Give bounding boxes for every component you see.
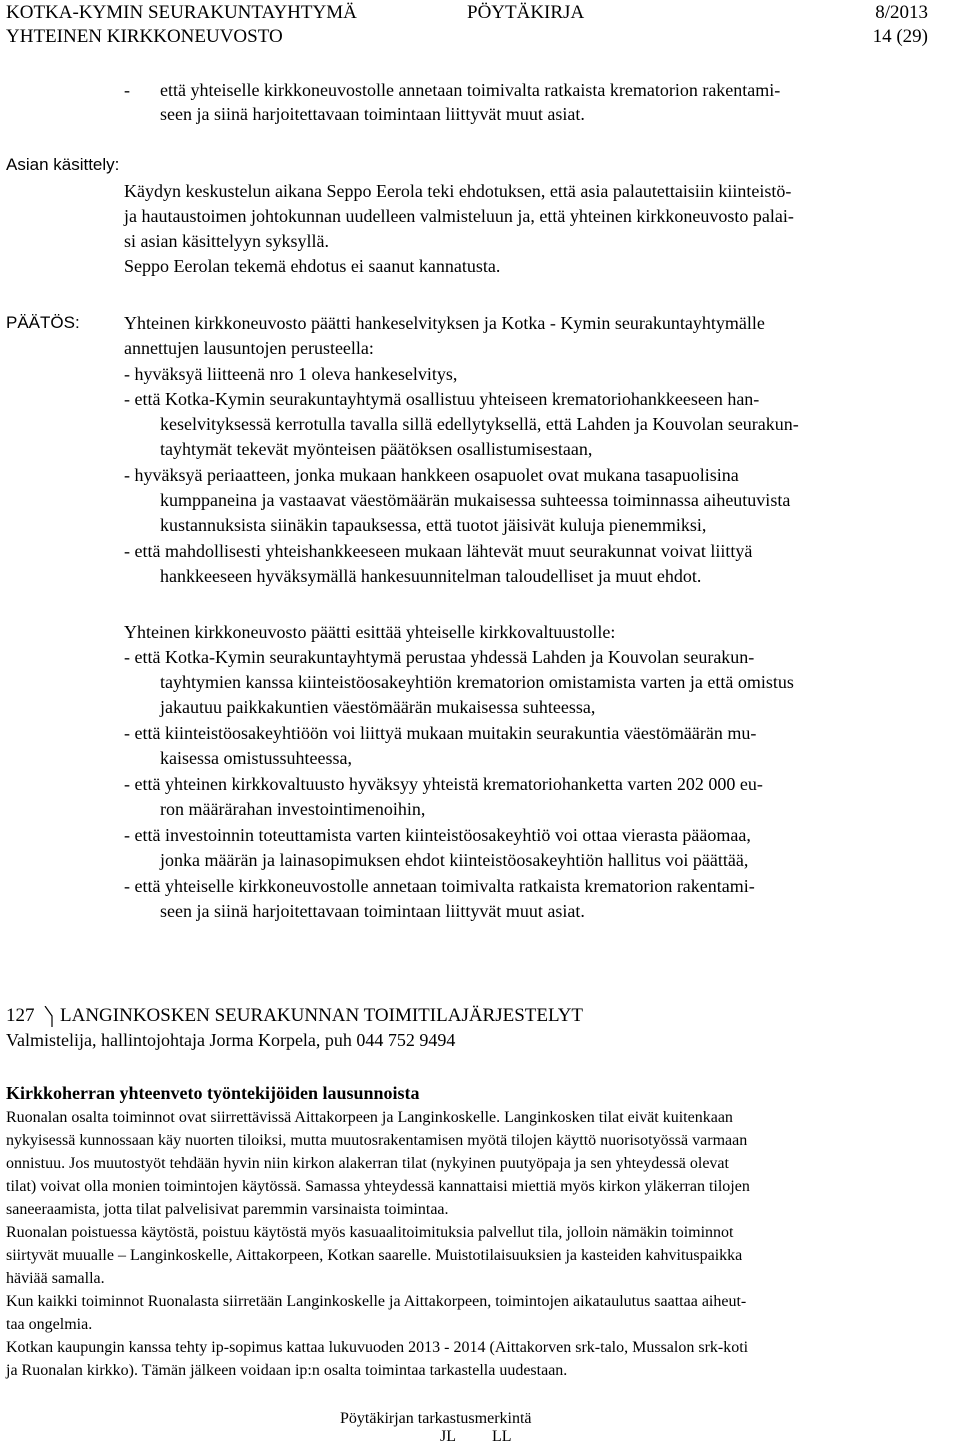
decision-item: - että Kotka-Kymin seurakuntayhtymä perustaa yhdessä Lahden ja Kouvolan seurakun-	[124, 647, 755, 667]
handling-line: Seppo Eerolan tekemä ehdotus ei saanut kannatusta.	[124, 256, 501, 276]
section-marker-icon	[42, 1006, 56, 1033]
decision-item: - että investoinnin toteuttamista varten kiinteistöosakeyhtiö voi ottaa vierasta pääomaa,	[124, 825, 751, 845]
section-body-line: Ruonalan osalta toiminnot ovat siirrettävissä Aittakorpeen ja Langinkoskelle. Langinkosken tilat eivät kuitenkaan	[6, 1109, 733, 1126]
body-name: YHTEINEN KIRKKONEUVOSTO	[6, 26, 283, 47]
decision-item-cont: jonka määrän ja lainasopimuksen ehdot kiinteistöosakeyhtiön hallitus voi päättää,	[160, 850, 749, 870]
section-body-line: taa ongelmia.	[6, 1316, 93, 1333]
decision-item-cont: kaisessa omistussuhteessa,	[160, 748, 352, 768]
section-subheading: Kirkkoherran yhteenveto työntekijöiden lausunnoista	[6, 1083, 420, 1103]
footer-initials-2: LL	[492, 1428, 512, 1445]
section-body-line: Kotkan kaupungin kanssa tehty ip-sopimus kattaa lukuvuoden 2013 - 2014 (Aittakorven srk-talo, Mussalon srk-koti	[6, 1339, 749, 1356]
section-preparer: Valmistelija, hallintojohtaja Jorma Korpela, puh 044 752 9494	[6, 1030, 456, 1050]
decision-item: - hyväksyä liitteenä nro 1 oleva hankeselvitys,	[124, 364, 458, 384]
decision-item: - että kiinteistöosakeyhtiöön voi liittyä mukaan muitakin seurakuntia väestömäärän mu-	[124, 723, 757, 743]
decision-intro: annettujen lausuntojen perusteella:	[124, 338, 374, 358]
section-body-line: tilat) voivat olla monien toimintojen käytössä. Samassa yhteydessä kannattaisi miettiä myös kirkon yläkerran tilojen	[6, 1178, 750, 1195]
page-number: 14 (29)	[872, 26, 928, 47]
list-item-line: että yhteiselle kirkkoneuvostolle annetaan toimivalta ratkaista krematorion rakentami-	[160, 80, 781, 100]
footer-label: Pöytäkirjan tarkastusmerkintä	[340, 1410, 532, 1427]
section-body-line: siirtyvät muualle – Langinkoskelle, Aittakorpeen, Kotkan saarelle. Muistotilaisuuksien ja kasteiden kahvituspaikka	[6, 1247, 743, 1264]
decision-intro2: Yhteinen kirkkoneuvosto päätti esittää yhteiselle kirkkovaltuustolle:	[124, 622, 616, 642]
decision-item: - että Kotka-Kymin seurakuntayhtymä osallistuu yhteiseen krematoriohankkeeseen han-	[124, 389, 760, 409]
decision-label: PÄÄTÖS:	[6, 313, 80, 332]
list-item-line: seen ja siinä harjoitettavaan toimintaan liittyvät muut asiat.	[160, 104, 585, 124]
decision-item: - että mahdollisesti yhteishankkeeseen mukaan lähtevät muut seurakunnat voivat liittyä	[124, 541, 753, 561]
section-body-line: häviää samalla.	[6, 1270, 105, 1287]
section-body-line: Kun kaikki toiminnot Ruonalasta siirretään Langinkoskelle ja Aittakorpeen, toimintojen aikataulutus saattaa aiheut-	[6, 1293, 747, 1310]
footer-initials-1: JL	[440, 1428, 456, 1445]
section-title: LANGINKOSKEN SEURAKUNNAN TOIMITILAJÄRJESTELYT	[60, 1005, 584, 1026]
decision-item-cont: kumppaneina ja vastaavat väestömäärän mukaisessa suhteessa toiminnassa aiheutuvista	[160, 490, 791, 510]
decision-item-cont: keselvityksessä kerrotulla tavalla sillä edellytyksellä, että Lahden ja Kouvolan seurakun-	[160, 414, 799, 434]
handling-line: ja hautaustoimen johtokunnan uudelleen valmisteluun ja, että yhteinen kirkkoneuvosto palai-	[124, 206, 794, 226]
handling-label: Asian käsittely:	[6, 155, 120, 174]
decision-item: - hyväksyä periaatteen, jonka mukaan hankkeen osapuolet ovat mukana tasapuolisina	[124, 465, 739, 485]
decision-item-cont: hankkeeseen hyväksymällä hankesuunnitelman taloudelliset ja muut ehdot.	[160, 566, 702, 586]
decision-item-cont: tayhtymien kanssa kiinteistöosakeyhtiön krematorion omistamista varten ja että omistus	[160, 672, 794, 692]
handling-line: Käydyn keskustelun aikana Seppo Eerola teki ehdotuksen, että asia palautettaisiin kiinteistö-	[124, 181, 792, 201]
protocol-number: 8/2013	[875, 2, 928, 23]
org-name: KOTKA-KYMIN SEURAKUNTAYHTYMÄ	[6, 2, 357, 23]
list-dash: -	[124, 80, 130, 100]
decision-item-cont: jakautuu paikkakuntien väestömäärän mukaisessa suhteessa,	[160, 697, 596, 717]
section-body-line: nykyisessä kunnossaan käy nuorten tiloiksi, mutta muutosrakentamisen myötä tilojen käyttö nuorisotyössä varmaan	[6, 1132, 748, 1149]
decision-item: - että yhteinen kirkkovaltuusto hyväksyy yhteistä krematoriohanketta varten 202 000 eu-	[124, 774, 763, 794]
section-body-line: onnistuu. Jos muutostyöt tehdään hyvin niin kirkon alakerran tilat (nykyinen puutyöpaja ja sen yhteydessä olevat	[6, 1155, 729, 1172]
document-type: PÖYTÄKIRJA	[467, 2, 585, 23]
section-body-line: saneeraamista, jotta tilat palvelisivat paremmin varsinaista toimintaa.	[6, 1201, 449, 1218]
section-body-line: Ruonalan poistuessa käytöstä, poistuu käytöstä myös kasuaalitoimituksia palvellut tila, jolloin nämäkin toiminnot	[6, 1224, 734, 1241]
decision-item-cont: seen ja siinä harjoitettavaan toimintaan liittyvät muut asiat.	[160, 901, 585, 921]
handling-line: si asian käsittelyyn syksyllä.	[124, 231, 329, 251]
decision-item-cont: tayhtymät tekevät myönteisen päätöksen osallistumisestaan,	[160, 439, 593, 459]
section-number: 127	[6, 1005, 35, 1026]
decision-item-cont: kustannuksista siinäkin tapauksessa, että tuotot jäisivät kuluja pienemmiksi,	[160, 515, 707, 535]
decision-intro: Yhteinen kirkkoneuvosto päätti hankeselvityksen ja Kotka - Kymin seurakuntayhtymälle	[124, 313, 765, 333]
decision-item-cont: ron määrärahan investointimenoihin,	[160, 799, 426, 819]
section-body-line: ja Ruonalan kirkko). Tämän jälkeen voidaan ip:n osalta toimintaa tarkastella uudestaan.	[6, 1362, 568, 1379]
decision-item: - että yhteiselle kirkkoneuvostolle annetaan toimivalta ratkaista krematorion rakentami-	[124, 876, 755, 896]
